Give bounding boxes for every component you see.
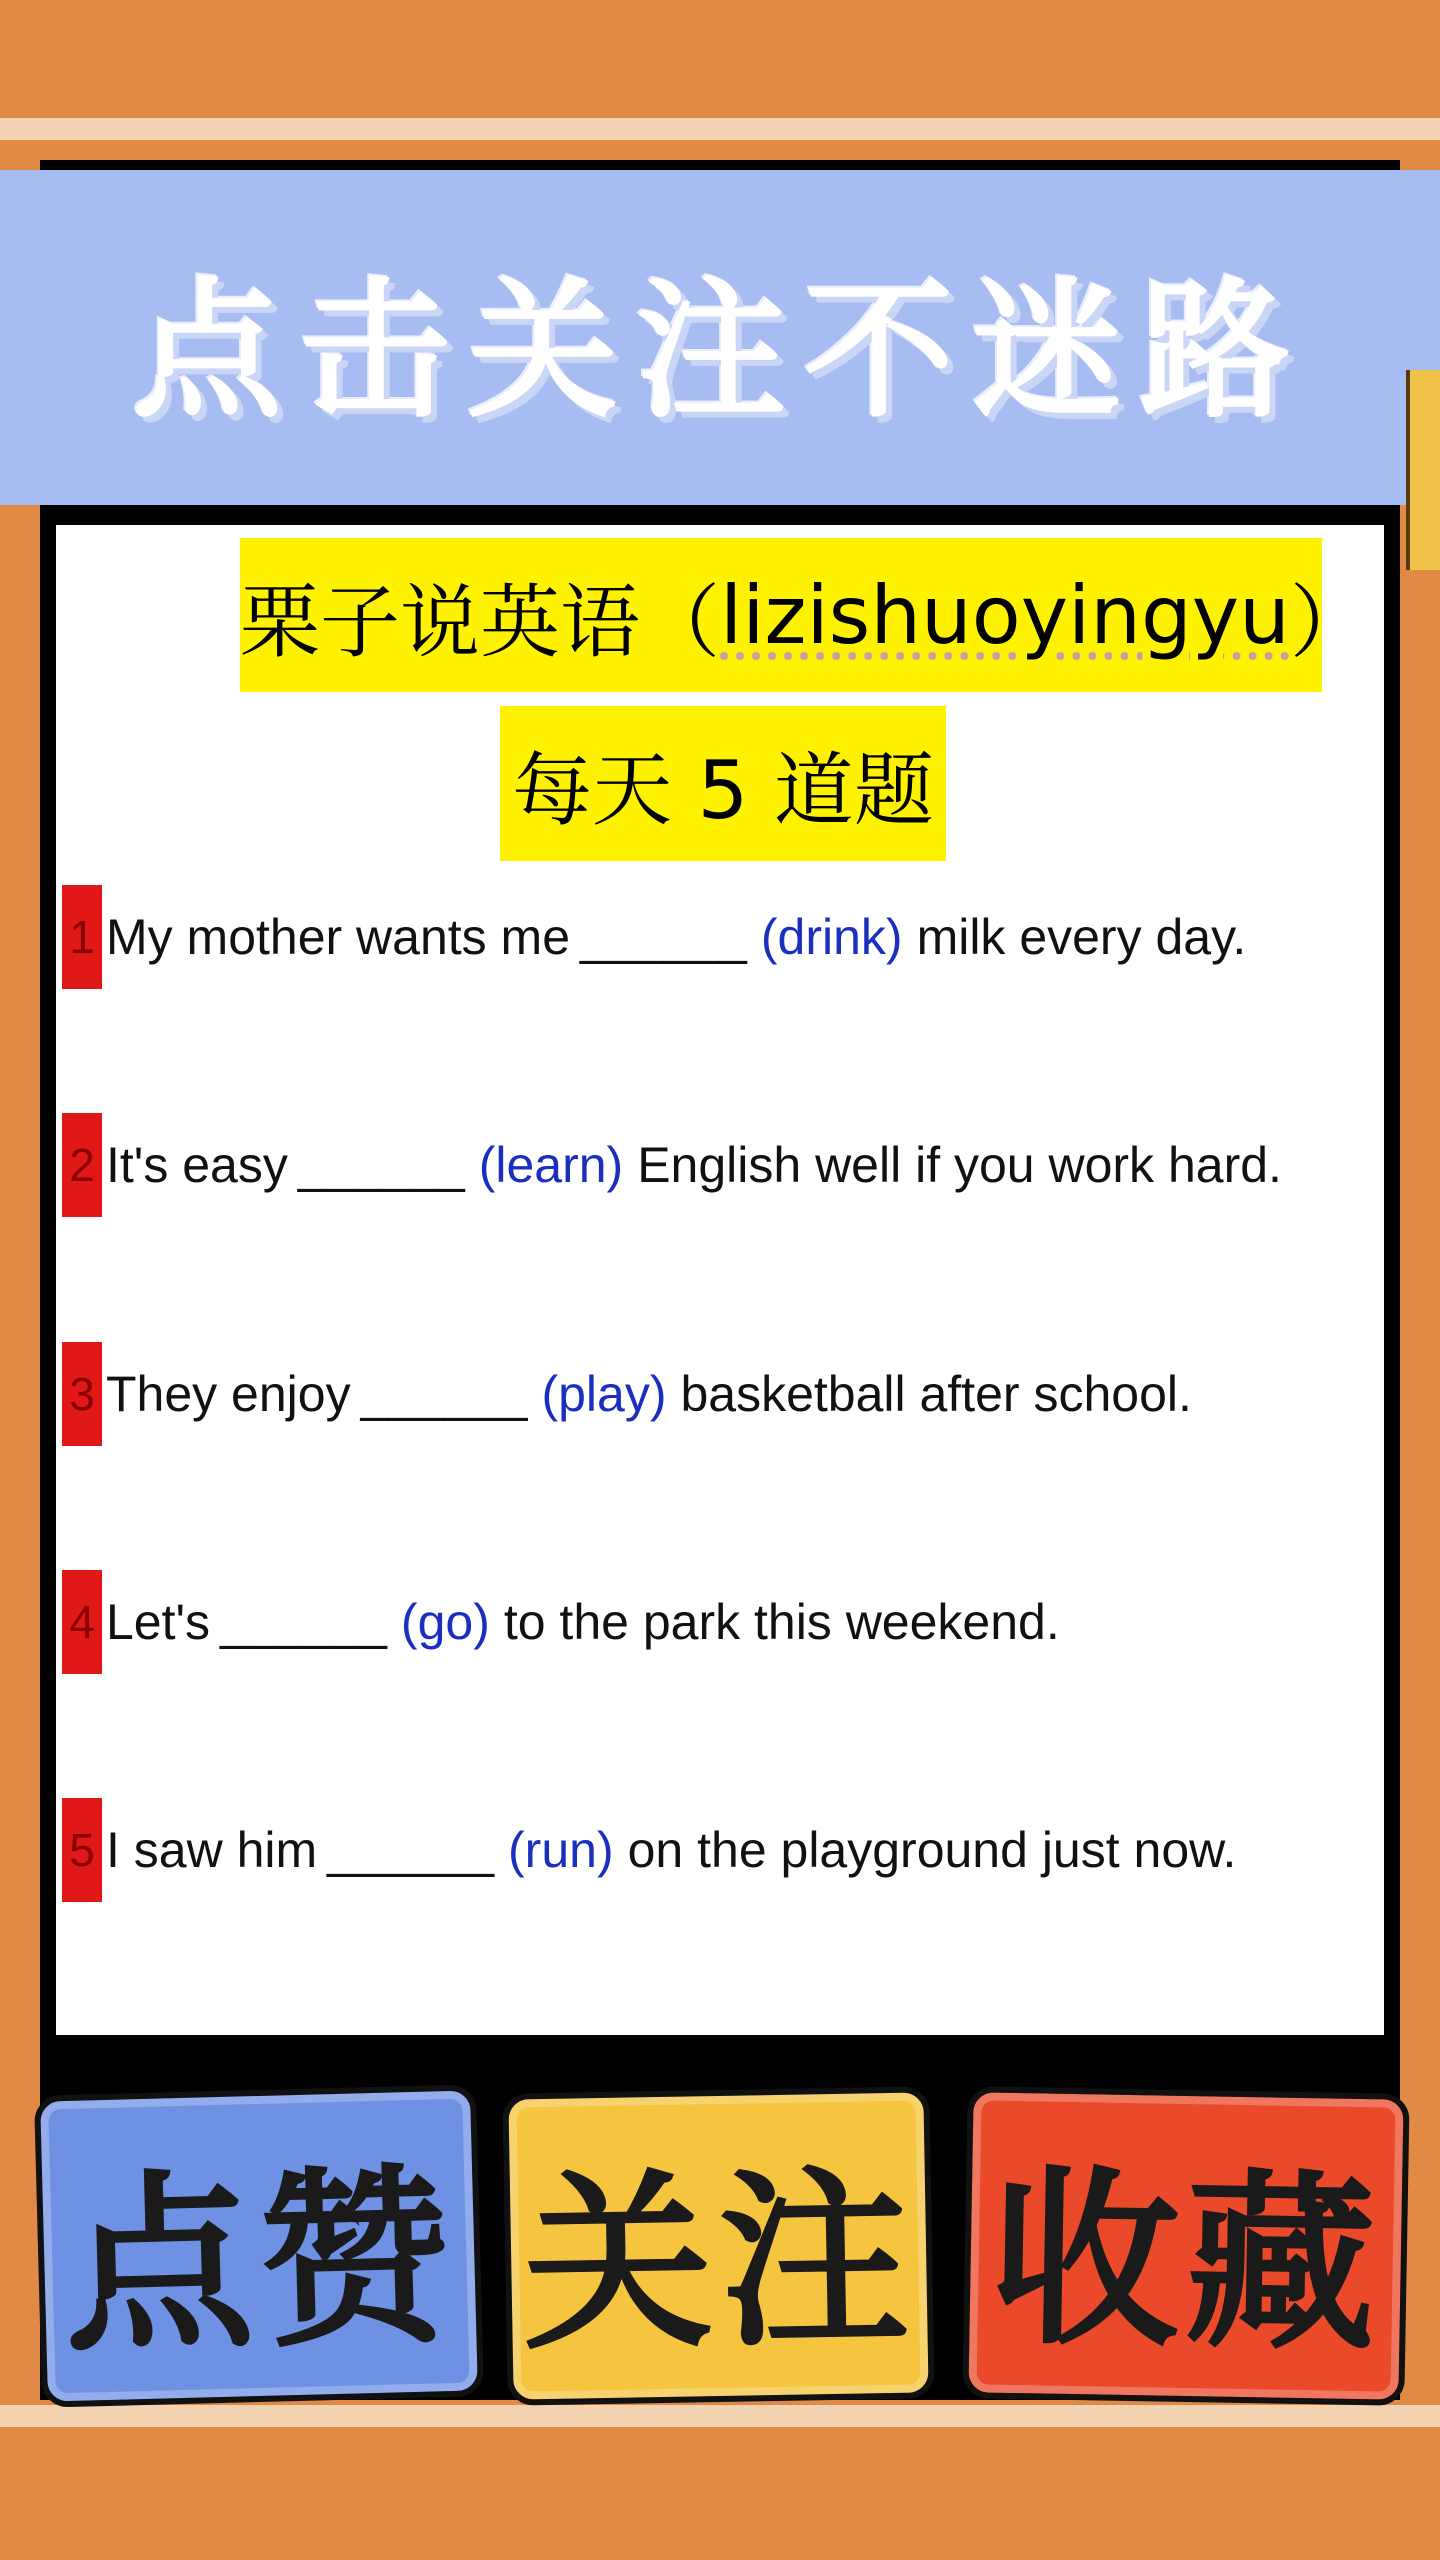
- answer-blank[interactable]: ______: [297, 1137, 465, 1193]
- save-button[interactable]: 收藏: [962, 2086, 1409, 2406]
- verb-hint: (learn): [478, 1137, 624, 1193]
- question-row: [62, 885, 1392, 989]
- question-number: 1: [62, 885, 102, 989]
- question-suffix: basketball after school.: [680, 1366, 1192, 1422]
- top-cream-band: [0, 118, 1440, 140]
- question-suffix: English well if you work hard.: [637, 1137, 1282, 1193]
- title-close: ）: [1289, 575, 1370, 669]
- question-prefix: Let's: [106, 1594, 211, 1650]
- question-suffix: on the playground just now.: [627, 1822, 1237, 1878]
- bottom-cream-band: [0, 2405, 1440, 2427]
- question-row: [62, 1570, 1392, 1674]
- verb-hint: (drink): [760, 909, 903, 965]
- answer-blank[interactable]: ______: [360, 1366, 528, 1422]
- question-row: [62, 1798, 1392, 1902]
- like-button[interactable]: 点赞: [34, 2084, 484, 2407]
- title-pinyin: lizishuoyingyu: [720, 568, 1290, 662]
- question-prefix: It's easy: [106, 1137, 288, 1193]
- question-number: 4: [62, 1570, 102, 1674]
- answer-blank[interactable]: ______: [580, 909, 747, 965]
- answer-blank[interactable]: ______: [327, 1822, 495, 1878]
- page-title: [240, 538, 1370, 692]
- question-row: [62, 1113, 1392, 1217]
- giraffe-sticker-icon: [1406, 370, 1440, 570]
- subtitle: 每天 5 道题: [500, 706, 946, 861]
- verb-hint: (go): [400, 1594, 490, 1650]
- banner-text: 点击关注不迷路: [131, 264, 1308, 439]
- question-row: [62, 1342, 1392, 1446]
- follow-button[interactable]: 关注: [502, 2086, 934, 2405]
- question-number: 2: [62, 1113, 102, 1217]
- question-suffix: milk every day.: [916, 909, 1247, 965]
- verb-hint: (run): [508, 1822, 614, 1878]
- question-suffix: to the park this weekend.: [503, 1594, 1060, 1650]
- question-number: 5: [62, 1798, 102, 1902]
- answer-blank[interactable]: ______: [220, 1594, 387, 1650]
- verb-hint: (play): [541, 1366, 667, 1422]
- question-prefix: I saw him: [106, 1822, 318, 1878]
- question-prefix: My mother wants me: [106, 909, 571, 965]
- title-chinese: 栗子说英语（: [240, 575, 720, 669]
- question-number: 3: [62, 1342, 102, 1446]
- question-prefix: They enjoy: [106, 1366, 351, 1422]
- top-banner: [0, 170, 1440, 505]
